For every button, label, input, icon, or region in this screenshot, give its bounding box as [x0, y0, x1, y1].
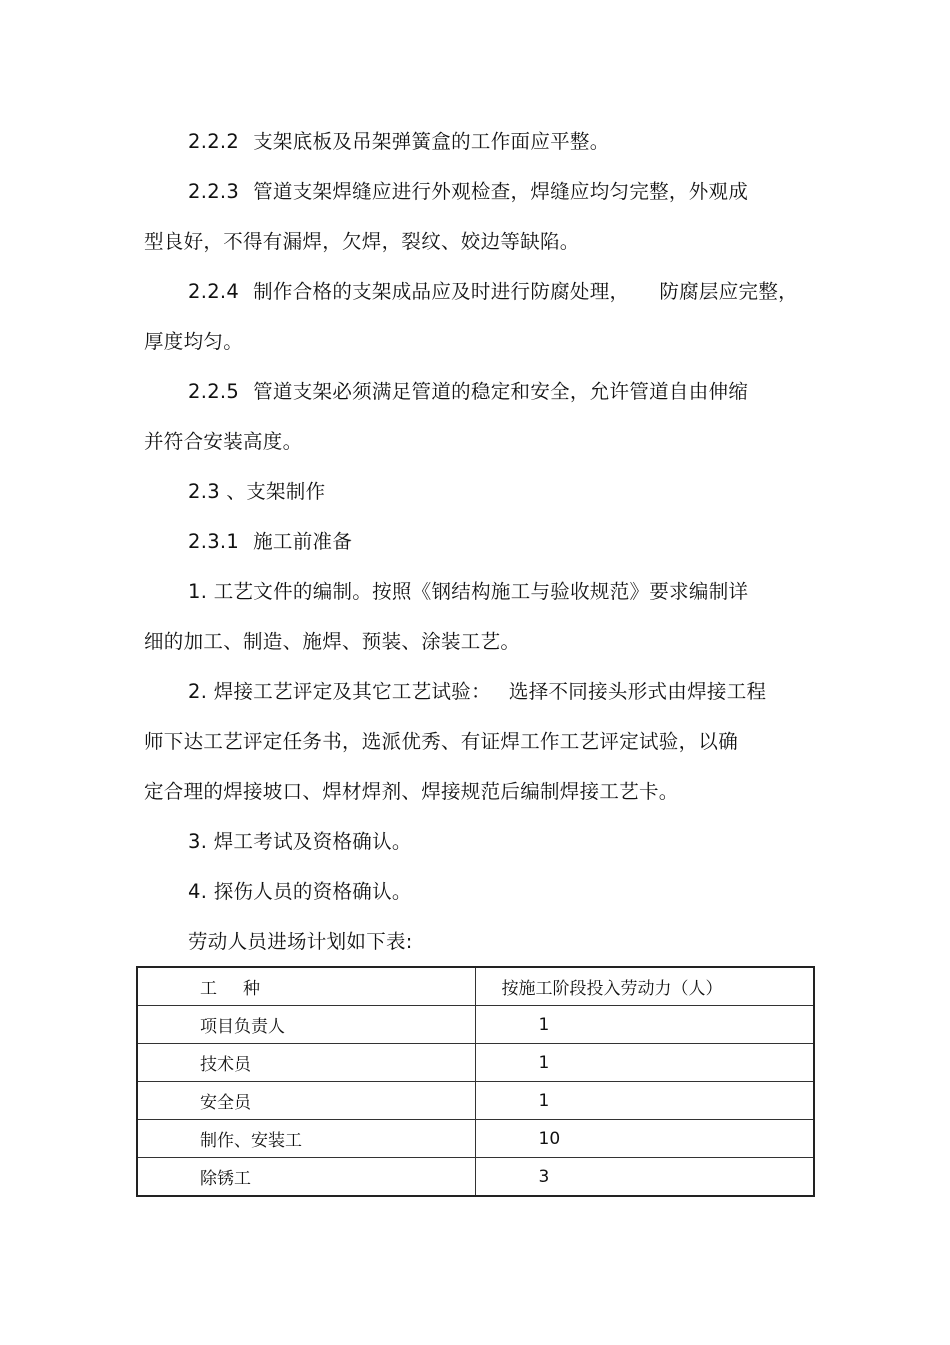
paragraph-2-2-2: [188, 129, 610, 155]
section-number: 2.2.5: [188, 380, 240, 403]
list-item-1-continued: 细的加工、制造、施焊、预装、涂装工艺。: [144, 630, 521, 653]
trade-cell: 技术员: [137, 1044, 475, 1082]
trade-cell: 制作、安装工: [137, 1120, 475, 1158]
section-heading-2-3: 2.3 、支架制作: [188, 480, 326, 503]
paragraph-text: 管道支架必须满足管道的稳定和安全，允许管道自由伸缩: [253, 380, 749, 403]
list-item-text: 2. 焊接工艺评定及其它工艺试验：: [188, 680, 491, 703]
list-item-3: 3. 焊工考试及资格确认。: [188, 830, 412, 853]
list-item-1: 1. 工艺文件的编制。按照《钢结构施工与验收规范》要求编制详: [188, 580, 749, 603]
count-cell: 3: [475, 1158, 814, 1197]
count-cell: 1: [475, 1006, 814, 1044]
list-item-2-continued: 定合理的焊接坡口、焊材焊剂、焊接规范后编制焊接工艺卡。: [144, 780, 679, 803]
header-cell-trade: 工 种: [137, 967, 475, 1006]
paragraph-2-2-3-continued: 型良好，不得有漏焊，欠焊，裂纹、姣边等缺陷。: [144, 230, 580, 253]
header-cell-labor: 按施工阶段投入劳动力（人）: [475, 967, 814, 1006]
paragraph-text: 支架底板及吊架弹簧盒的工作面应平整。: [253, 130, 610, 153]
paragraph-2-2-5-continued: 并符合安装高度。: [144, 430, 303, 453]
section-number: 2.2.3: [188, 180, 240, 203]
table-header-row: [137, 967, 814, 1006]
paragraph-text: 制作合格的支架成品应及时进行防腐处理，: [253, 280, 630, 303]
list-item-text: 选择不同接头形式由焊接工程: [508, 680, 767, 703]
list-item-4: 4. 探伤人员的资格确认。: [188, 880, 412, 903]
section-number: 2.3.1: [188, 530, 240, 553]
count-cell: 1: [475, 1044, 814, 1082]
paragraph-2-2-4: [188, 279, 798, 305]
trade-cell: 安全员: [137, 1082, 475, 1120]
table-row: [137, 1006, 814, 1044]
trade-cell: 除锈工: [137, 1158, 475, 1197]
section-number: 2.2.2: [188, 130, 240, 153]
table-intro: 劳动人员进场计划如下表:: [188, 930, 413, 953]
count-cell: 1: [475, 1082, 814, 1120]
table-row: [137, 1158, 814, 1197]
trade-cell: 项目负责人: [137, 1006, 475, 1044]
table-row: [137, 1120, 814, 1158]
table-row: [137, 1044, 814, 1082]
count-cell: 10: [475, 1120, 814, 1158]
section-title: 施工前准备: [253, 530, 353, 553]
list-item-2: [188, 679, 766, 705]
paragraph-2-2-4-continued: 厚度均匀。: [144, 330, 244, 353]
section-heading-2-3-1: [188, 529, 352, 555]
section-number: 2.2.4: [188, 280, 240, 303]
paragraph-text: 管道支架焊缝应进行外观检查，焊缝应均匀完整，外观成: [253, 180, 749, 203]
paragraph-2-2-5: [188, 379, 748, 405]
labor-plan-table: [136, 966, 815, 1197]
paragraph-2-2-3: [188, 179, 748, 205]
table-row: [137, 1082, 814, 1120]
paragraph-text: 防腐层应完整，: [659, 280, 798, 303]
list-item-2-continued: 师下达工艺评定任务书，选派优秀、有证焊工作工艺评定试验，以确: [144, 730, 739, 753]
